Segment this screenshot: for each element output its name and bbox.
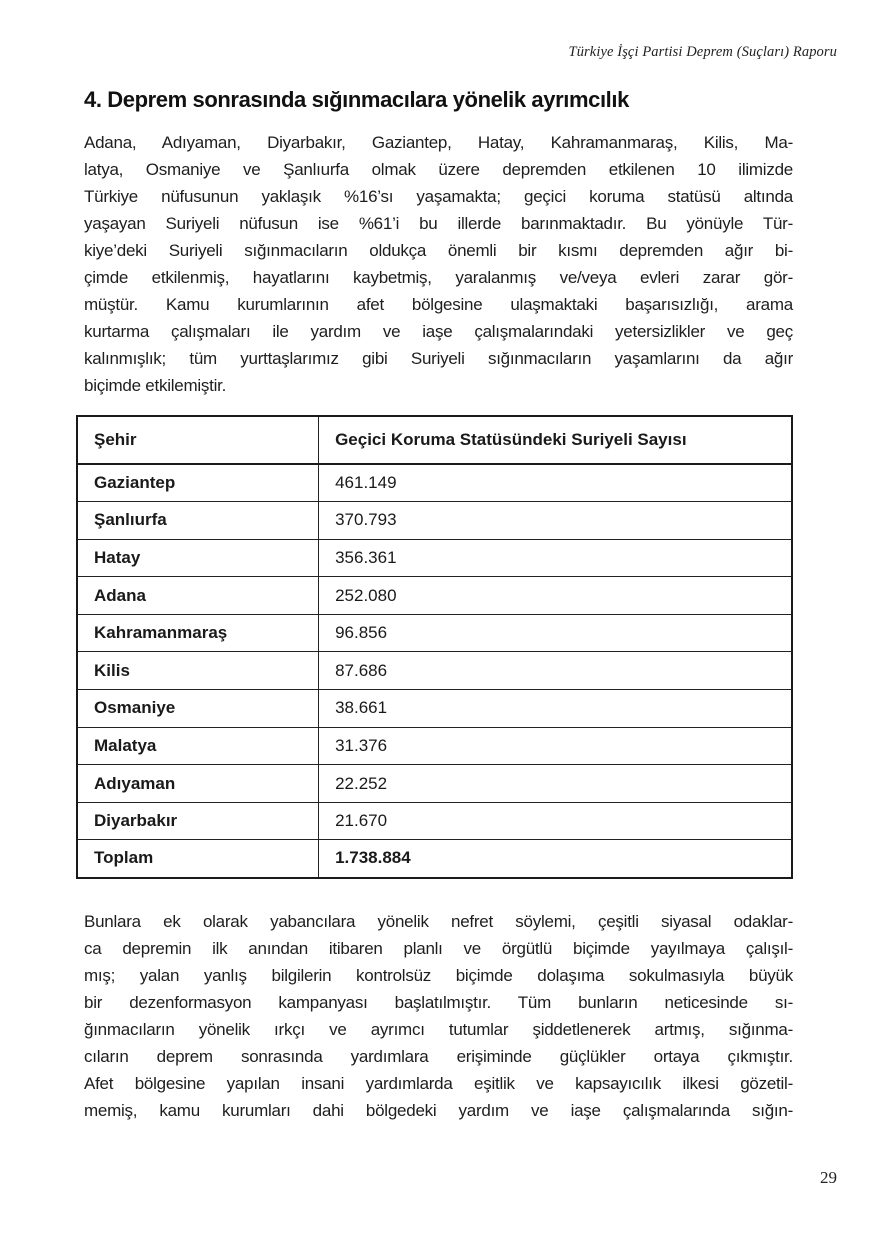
text-line: memiş, kamu kurumları dahi bölgedeki yardım ve iaşe çalışmalarında sığın- xyxy=(84,1100,793,1120)
text-line: kalınmışlık; tüm yurttaşlarımız gibi Suriyeli sığınmacıların yaşamlarını da ağır xyxy=(84,349,793,368)
city-cell: Osmaniye xyxy=(77,690,319,728)
table-row xyxy=(77,652,792,690)
count-cell: 22.252 xyxy=(319,765,792,803)
header-count: Geçici Koruma Statüsündeki Suriyeli Sayısı xyxy=(319,416,792,464)
city-cell: Adıyaman xyxy=(77,765,319,803)
table-row xyxy=(77,614,792,652)
running-header: Türkiye İşçi Partisi Deprem (Suçları) Raporu xyxy=(568,44,837,60)
page-number: 29 xyxy=(820,1168,837,1187)
count-cell: 21.670 xyxy=(319,802,792,840)
text-line: kurtarma çalışmaları ile yardım ve iaşe çalışmalarındaki yetersizlikler ve geç xyxy=(84,322,793,341)
text-line: yaşayan Suriyeli nüfusun ise %61’i bu illerde barınmaktadır. Bu yönüyle Tür- xyxy=(84,214,793,233)
text-line: kiye’deki Suriyeli sığınmacıların oldukça önemli bir kısmı depremden ağır bi- xyxy=(84,241,793,260)
syrian-population-table xyxy=(76,415,793,879)
city-cell: Malatya xyxy=(77,727,319,765)
table-row xyxy=(77,727,792,765)
text-line: Adana, Adıyaman, Diyarbakır, Gaziantep, Hatay, Kahramanmaraş, Kilis, Ma- xyxy=(84,133,793,152)
text-line: Türkiye nüfusunun yaklaşık %16’sı yaşamakta; geçici koruma statüsü altında xyxy=(84,187,793,206)
text-line: latya, Osmaniye ve Şanlıurfa olmak üzere depremden etkilenen 10 ilimizde xyxy=(84,160,793,179)
text-line: biçimde etkilemiştir. xyxy=(84,376,227,395)
table-row xyxy=(77,765,792,803)
text-line: cıların deprem sonrasında yardımlara erişiminde güçlükler ortaya çıkmıştır. xyxy=(84,1046,793,1066)
city-cell: Hatay xyxy=(77,539,319,577)
table-row xyxy=(77,690,792,728)
paragraph-intro xyxy=(84,129,793,399)
table-footer xyxy=(77,840,792,878)
text-line: bir dezenformasyon kampanyası başlatılmıştır. Tüm bunların neticesinde sı- xyxy=(84,992,793,1012)
table-header xyxy=(77,416,792,464)
count-cell: 87.686 xyxy=(319,652,792,690)
city-cell: Kilis xyxy=(77,652,319,690)
header-city: Şehir xyxy=(77,416,319,464)
count-cell: 96.856 xyxy=(319,614,792,652)
text-line: ğınmacıların yönelik ırkçı ve ayrımcı tutumlar şiddetlenerek artmış, sığınma- xyxy=(84,1019,793,1039)
text-line: Bunlara ek olarak yabancılara yönelik nefret söylemi, çeşitli siyasal odaklar- xyxy=(84,911,793,931)
city-cell: Gaziantep xyxy=(77,464,319,502)
total-value: 1.738.884 xyxy=(319,840,792,878)
total-label: Toplam xyxy=(77,840,319,878)
text-line: mış; yalan yanlış bilgilerin kontrolsüz biçimde dolaşıma sokulmasıyla büyük xyxy=(84,965,793,985)
city-cell: Şanlıurfa xyxy=(77,502,319,540)
table-row xyxy=(77,502,792,540)
count-cell: 356.361 xyxy=(319,539,792,577)
table-row xyxy=(77,802,792,840)
table-row xyxy=(77,577,792,615)
city-cell: Adana xyxy=(77,577,319,615)
paragraph-hate-speech xyxy=(84,908,793,1124)
count-cell: 38.661 xyxy=(319,690,792,728)
count-cell: 370.793 xyxy=(319,502,792,540)
total-row xyxy=(77,840,792,878)
text-line: Afet bölgesine yapılan insani yardımlarda eşitlik ve kapsayıcılık ilkesi gözetil- xyxy=(84,1073,793,1093)
count-cell: 31.376 xyxy=(319,727,792,765)
text-line: ca depremin ilk anından itibaren planlı ve örgütlü biçimde yayılmaya çalışıl- xyxy=(84,938,793,958)
text-line: müştür. Kamu kurumlarının afet bölgesine ulaşmaktaki başarısızlığı, arama xyxy=(84,295,793,314)
city-cell: Diyarbakır xyxy=(77,802,319,840)
city-table-body xyxy=(77,464,792,840)
table-row xyxy=(77,539,792,577)
table-header-row xyxy=(77,416,792,464)
count-cell: 252.080 xyxy=(319,577,792,615)
count-cell: 461.149 xyxy=(319,464,792,502)
section-heading: 4. Deprem sonrasında sığınmacılara yönelik ayrımcılık xyxy=(84,87,629,112)
text-line: çimde etkilenmiş, hayatlarını kaybetmiş, yaralanmış ve/veya evleri zarar gör- xyxy=(84,268,793,287)
city-cell: Kahramanmaraş xyxy=(77,614,319,652)
table-row xyxy=(77,464,792,502)
